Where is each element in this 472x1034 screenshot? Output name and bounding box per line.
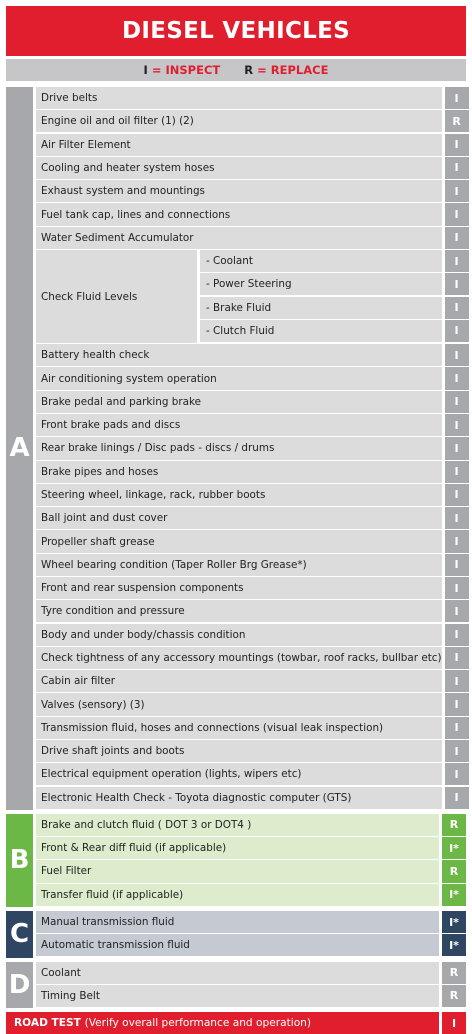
item-code: I* xyxy=(442,934,466,956)
item-label: Check tightness of any accessory mountings (towbar, roof racks, bullbar etc) xyxy=(36,647,442,669)
item-label: Coolant xyxy=(36,962,439,984)
item-label: - Power Steering xyxy=(200,273,442,295)
item-code: I xyxy=(445,600,469,622)
item-label: Brake pedal and parking brake xyxy=(36,391,442,413)
list-item xyxy=(36,911,466,933)
item-label: Electrical equipment operation (lights, wipers etc) xyxy=(36,763,442,785)
list-item xyxy=(36,437,469,459)
list-item xyxy=(36,367,469,389)
list-item xyxy=(36,530,469,552)
list-item xyxy=(36,763,469,785)
item-label: Transfer fluid (if applicable) xyxy=(36,884,439,906)
item-label: Brake pipes and hoses xyxy=(36,461,442,483)
legend-inspect-text: = INSPECT xyxy=(151,63,221,77)
section-letter: C xyxy=(6,911,33,958)
item-code: R xyxy=(442,985,466,1007)
item-label: Drive belts xyxy=(36,87,442,109)
list-item xyxy=(36,180,469,202)
item-label: Fuel Filter xyxy=(36,860,439,882)
item-code: I xyxy=(445,320,469,342)
section-d xyxy=(6,962,466,1009)
item-code: I xyxy=(445,577,469,599)
item-label: Electronic Health Check - Toyota diagnostic computer (GTS) xyxy=(36,787,442,809)
list-item xyxy=(36,554,469,576)
legend-inspect-letter: I xyxy=(143,63,148,77)
list-item xyxy=(36,962,466,984)
list-item xyxy=(36,814,466,836)
item-code: I xyxy=(445,787,469,809)
item-code: I* xyxy=(442,911,466,933)
section-rows xyxy=(36,814,466,907)
item-label: - Clutch Fluid xyxy=(200,320,442,342)
item-code: R xyxy=(442,962,466,984)
list-item xyxy=(36,110,469,132)
item-code: I xyxy=(445,717,469,739)
item-label: Drive shaft joints and boots xyxy=(36,740,442,762)
list-item xyxy=(36,693,469,715)
item-code: I xyxy=(445,157,469,179)
list-item xyxy=(36,884,466,906)
list-item xyxy=(36,157,469,179)
item-label: Cooling and heater system hoses xyxy=(36,157,442,179)
item-label: Exhaust system and mountings xyxy=(36,180,442,202)
item-label: Timing Belt xyxy=(36,985,439,1007)
section-c xyxy=(6,911,466,958)
item-code: I xyxy=(445,87,469,109)
item-label: Air Filter Element xyxy=(36,134,442,156)
road-test-label xyxy=(6,1012,439,1034)
section-letter: A xyxy=(6,87,33,810)
item-code: I xyxy=(445,484,469,506)
item-code: I* xyxy=(442,884,466,906)
item-label: Transmission fluid, hoses and connections (visual leak inspection) xyxy=(36,717,442,739)
section-letter: D xyxy=(6,962,33,1009)
item-label: Rear brake linings / Disc pads - discs / drums xyxy=(36,437,442,459)
item-label: Air conditioning system operation xyxy=(36,367,442,389)
item-code: I xyxy=(445,763,469,785)
item-label: Cabin air filter xyxy=(36,670,442,692)
schedule-sections xyxy=(6,87,466,1008)
service-schedule-card xyxy=(6,6,466,1034)
legend-replace xyxy=(244,63,328,77)
group-label: Check Fluid Levels xyxy=(36,250,197,343)
item-code: I* xyxy=(442,837,466,859)
list-item xyxy=(36,87,469,109)
list-item xyxy=(36,577,469,599)
item-label: Tyre condition and pressure xyxy=(36,600,442,622)
item-code: I xyxy=(445,367,469,389)
item-code: I xyxy=(445,624,469,646)
item-label: Steering wheel, linkage, rack, rubber boots xyxy=(36,484,442,506)
item-code: I xyxy=(445,250,469,272)
road-test-title: ROAD TEST xyxy=(14,1017,81,1030)
item-code: I xyxy=(445,391,469,413)
item-label: Brake and clutch fluid ( DOT 3 or DOT4 ) xyxy=(36,814,439,836)
item-label: Automatic transmission fluid xyxy=(36,934,439,956)
item-code: I xyxy=(445,693,469,715)
item-code: I xyxy=(445,297,469,319)
section-letter: B xyxy=(6,814,33,907)
list-item xyxy=(36,391,469,413)
item-code: I xyxy=(445,507,469,529)
legend-replace-text: = REPLACE xyxy=(257,63,329,77)
list-item xyxy=(36,740,469,762)
list-item xyxy=(200,250,469,272)
item-label: Battery health check xyxy=(36,344,442,366)
list-item xyxy=(36,787,469,809)
item-label: - Coolant xyxy=(200,250,442,272)
section-a xyxy=(6,87,466,810)
road-test-row xyxy=(6,1012,466,1034)
item-label: Manual transmission fluid xyxy=(36,911,439,933)
item-label: Wheel bearing condition (Taper Roller Brg Grease*) xyxy=(36,554,442,576)
list-item xyxy=(36,227,469,249)
list-item xyxy=(36,134,469,156)
item-label: Valves (sensory) (3) xyxy=(36,693,442,715)
list-item xyxy=(200,273,469,295)
list-item xyxy=(36,203,469,225)
item-label: Engine oil and oil filter (1) (2) xyxy=(36,110,442,132)
list-item xyxy=(36,860,466,882)
list-item xyxy=(36,484,469,506)
item-label: Fuel tank cap, lines and connections xyxy=(36,203,442,225)
section-b xyxy=(6,814,466,907)
section-rows xyxy=(36,962,466,1009)
list-item xyxy=(200,297,469,319)
item-label: Water Sediment Accumulator xyxy=(36,227,442,249)
list-item xyxy=(36,934,466,956)
item-label: Front & Rear diff fluid (if applicable) xyxy=(36,837,439,859)
legend-replace-letter: R xyxy=(244,63,254,77)
group-items xyxy=(200,250,469,343)
item-label: Propeller shaft grease xyxy=(36,530,442,552)
list-item xyxy=(36,344,469,366)
section-rows xyxy=(36,911,466,958)
item-code: I xyxy=(445,273,469,295)
item-code: R xyxy=(445,110,469,132)
list-item xyxy=(36,647,469,669)
legend-inspect xyxy=(144,63,221,77)
item-code: I xyxy=(445,437,469,459)
item-code: R xyxy=(442,814,466,836)
list-item xyxy=(36,717,469,739)
list-item xyxy=(200,320,469,342)
item-code: I xyxy=(445,670,469,692)
road-test-note: (Verify overall performance and operation) xyxy=(84,1017,312,1030)
list-item xyxy=(36,414,469,436)
list-item xyxy=(36,507,469,529)
legend xyxy=(6,59,466,81)
road-test-code: I xyxy=(442,1012,466,1034)
item-code: I xyxy=(445,530,469,552)
item-code: I xyxy=(445,227,469,249)
list-item xyxy=(36,985,466,1007)
item-code: I xyxy=(445,180,469,202)
list-item xyxy=(36,837,466,859)
item-code: I xyxy=(445,344,469,366)
list-item xyxy=(36,670,469,692)
item-code: I xyxy=(445,554,469,576)
section-rows xyxy=(36,87,469,810)
item-code: I xyxy=(445,134,469,156)
item-label: Front and rear suspension components xyxy=(36,577,442,599)
item-code: I xyxy=(445,647,469,669)
list-item xyxy=(36,624,469,646)
item-code: I xyxy=(445,740,469,762)
page-title: DIESEL VEHICLES xyxy=(6,6,466,56)
list-item xyxy=(36,600,469,622)
item-label: - Brake Fluid xyxy=(200,297,442,319)
item-code: I xyxy=(445,414,469,436)
item-label: Front brake pads and discs xyxy=(36,414,442,436)
item-label: Ball joint and dust cover xyxy=(36,507,442,529)
item-code: I xyxy=(445,203,469,225)
item-code: I xyxy=(445,461,469,483)
fluid-level-group xyxy=(36,250,469,343)
list-item xyxy=(36,461,469,483)
item-code: R xyxy=(442,860,466,882)
item-label: Body and under body/chassis condition xyxy=(36,624,442,646)
